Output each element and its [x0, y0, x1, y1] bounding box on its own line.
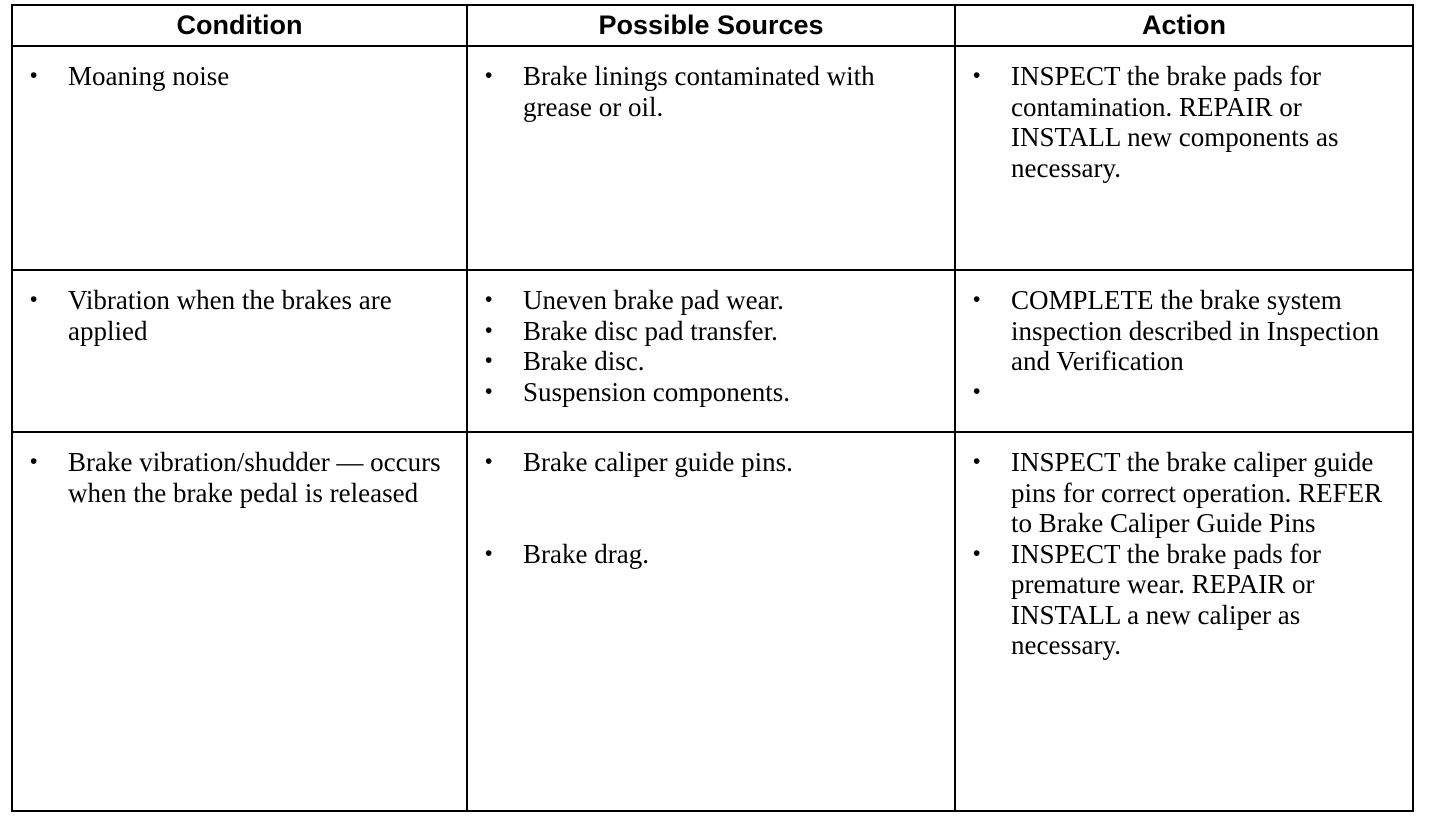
action-cell [955, 46, 1413, 270]
condition-cell [12, 46, 467, 270]
source-item: • Brake disc. [468, 346, 954, 377]
condition-item: • Brake vibration/shudder — occurs when the brake pedal is released [13, 447, 466, 508]
source-item: • Uneven brake pad wear. [468, 285, 954, 316]
action-item: • COMPLETE the brake system inspection described in Inspection and Verification [956, 285, 1412, 377]
source-item: • Brake caliper guide pins. [468, 447, 954, 478]
header-possible-sources: Possible Sources [467, 5, 955, 46]
header-condition: Condition [12, 5, 467, 46]
source-item: • Brake disc pad transfer. [468, 316, 954, 347]
action-item: • INSPECT the brake pads for premature wear. REPAIR or INSTALL a new caliper as necessary. [956, 539, 1412, 661]
header-row [12, 5, 1413, 46]
header-action: Action [955, 5, 1413, 46]
condition-item: • Moaning noise [13, 61, 466, 92]
sources-cell [467, 432, 955, 811]
condition-cell [12, 270, 467, 432]
table-row [12, 46, 1413, 270]
condition-cell [12, 432, 467, 811]
action-cell [955, 432, 1413, 811]
action-cell [955, 270, 1413, 432]
sources-cell [467, 46, 955, 270]
table-row [12, 270, 1413, 432]
source-item: • Brake linings contaminated with grease or oil. [468, 61, 954, 122]
source-item: • Brake drag. [468, 539, 954, 570]
sources-cell [467, 270, 955, 432]
action-item: • INSPECT the brake caliper guide pins for correct operation. REFER to Brake Caliper Guide Pins [956, 447, 1412, 539]
table-row [12, 432, 1413, 811]
action-item: • INSPECT the brake pads for contamination. REPAIR or INSTALL new components as necessary. [956, 61, 1412, 183]
diagnosis-table [11, 4, 1414, 812]
condition-item: • Vibration when the brakes are applied [13, 285, 466, 346]
action-item-blank [956, 377, 1412, 399]
source-item: • Suspension components. [468, 377, 954, 408]
